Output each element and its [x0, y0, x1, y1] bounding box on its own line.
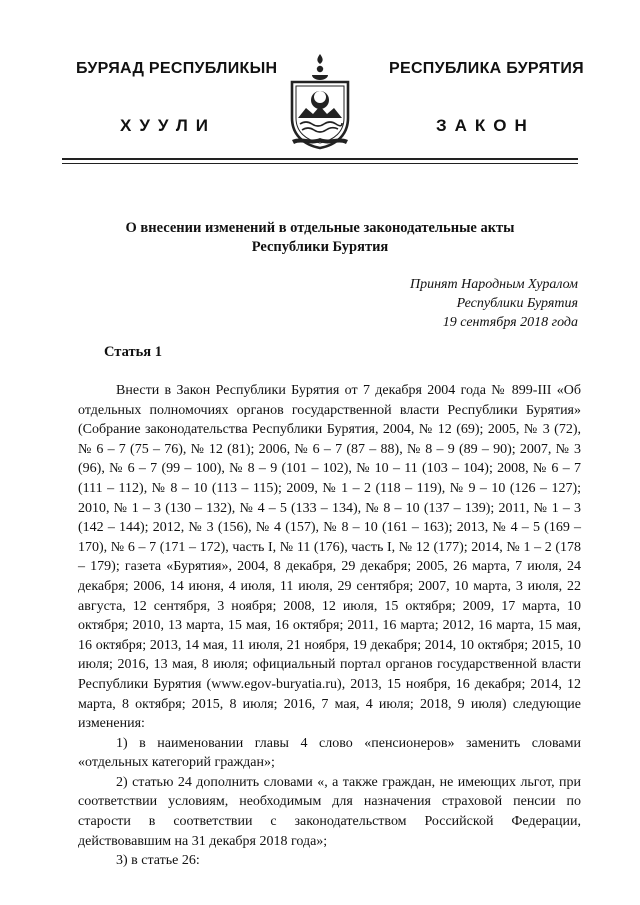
- header-divider-thick: [62, 158, 578, 160]
- header-russian-republic: РЕСПУБЛИКА БУРЯТИЯ: [389, 60, 584, 77]
- adoption-note: [360, 275, 578, 332]
- header-russian-law: ЗАКОН: [436, 116, 535, 135]
- law-title-line-1: О внесении изменений в отдельные законодательные акты: [125, 220, 515, 236]
- adoption-note-line-2: Республики Бурятия: [456, 296, 578, 311]
- adoption-note-line-1: Принят Народным Хуралом: [409, 277, 578, 292]
- adoption-date: 19 сентября 2018 года: [442, 315, 578, 330]
- header-buryat-republic: БУРЯАД РЕСПУБЛИКЫН: [76, 60, 278, 77]
- buryatia-coat-of-arms-icon: [286, 52, 354, 150]
- header-buryat-law: ХУУЛИ: [120, 116, 216, 135]
- article-paragraph-item-3: 3) в статье 26:: [116, 853, 200, 869]
- header-divider-thin: [62, 163, 578, 164]
- article-heading: Статья 1: [104, 344, 162, 360]
- article-paragraph-item-1: 1) в наименовании главы 4 слово «пенсионеров» заменить словами «отдельных категорий граждан»;: [78, 735, 581, 771]
- law-title-line-2: Республики Бурятия: [251, 239, 389, 255]
- law-title: [80, 219, 560, 257]
- article-paragraph-item-2: 2) статью 24 дополнить словами «, а также граждан, не имеющих льгот, при соответствии условиям, необходимым для назначения страховой пенсии по старости в соответствии с законодательством Российской Федерации, действовавшим на 31 декабря 2018 года»;: [78, 774, 581, 849]
- article-body: [78, 381, 581, 871]
- article-paragraph-intro: Внести в Закон Республики Бурятия от 7 декабря 2004 года № 899-III «Об отдельных полномочиях органов государственной власти Республики Бурятия» (Собрание законодательства Республики Бурятия, 2004, № 12 (69); 2005, № 3 (72), № 6 – 7 (75 – 76), № 12 (81); 2006, № 6 – 7 (87 – 88), № 8 – 9 (89 – 90); 2007, № 3 (96), № 6 – 7 (99 – 100), № 8 – 9 (101 – 102), № 10 – 11 (103 – 104); 2008, № 6 – 7 (111 – 112), № 8 – 10 (113 – 115); 2009, № 1 – 2 (118 – 119), № 9 – 10 (126 – 127); 2010, № 1 – 3 (130 – 132), № 4 – 5 (133 – 134), № 8 – 10 (137 – 139); 2011, № 1 – 3 (142 – 144); 2012, № 3 (156), № 4 (157), № 8 – 10 (161 – 163); 2013, № 4 – 5 (169 – 170), № 6 – 7 (171 – 172), часть I, № 11 (176), часть I, № 12 (177); 2014, № 1 – 2 (178 – 179); газета «Бурятия», 2004, 8 декабря, 29 декабря; 2005, 26 марта, 7 июля, 24 декабря; 2006, 14 июня, 4 июля, 11 июля, 29 сентября; 2007, 10 марта, 3 июля, 22 августа, 12 сентября, 3 ноября; 2008, 12 июля, 15 октября; 2009, 17 марта, 10 октября; 2010, 13 марта, 15 мая, 16 октября; 2011, 16 марта; 2012, 16 марта, 15 мая, 16 октября; 2013, 14 мая, 11 июля, 21 ноября, 19 декабря; 2014, 10 октября; 2015, 10 июля; 2016, 13 мая, 8 июля; официальный портал органов государственной власти Республики Бурятия (www.egov-buryatia.ru), 2013, 15 ноября, 16 декабря; 2014, 12 марта, 8 октября; 2015, 8 июля; 2016, 7 мая, 4 июля; 2018, 9 июля) следующие изменения:: [78, 383, 581, 732]
